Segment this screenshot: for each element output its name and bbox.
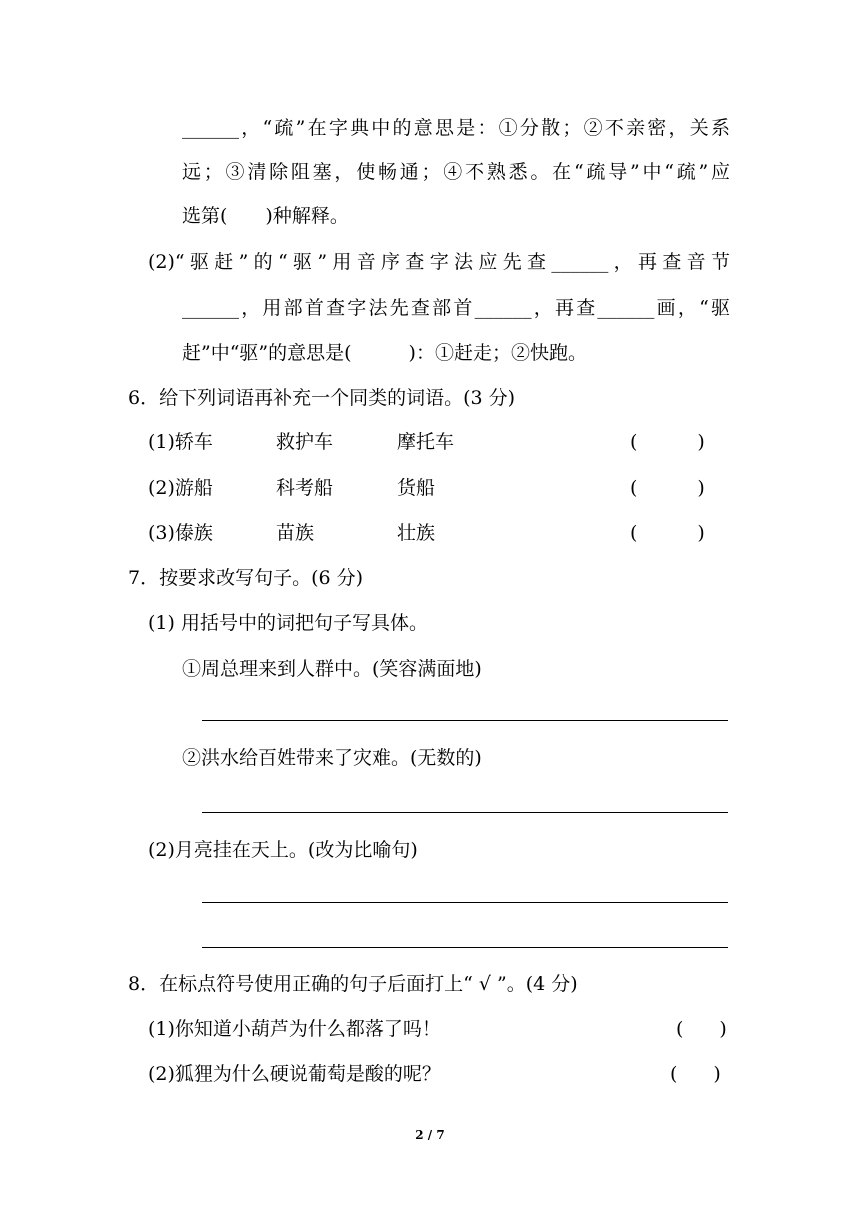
q6-row1-word3: 摩托车 xyxy=(397,431,455,453)
q7-sentence1: ①周总理来到人群中。(笑容满面地) xyxy=(182,658,482,680)
q6-row2-word3: 货船 xyxy=(397,477,436,499)
q6-row1-word2: 救护车 xyxy=(276,431,334,453)
q8-title: 8．在标点符号使用正确的句子后面打上“ √ ”。(4 分) xyxy=(128,973,578,995)
paren-open: ( xyxy=(630,477,638,499)
q5-part1-line1: ______，“疏”在字典中的意思是：①分散；②不亲密，关系 xyxy=(182,117,730,139)
q6-row1-answer-blank[interactable] xyxy=(630,430,705,454)
paren-close: ) xyxy=(713,1063,721,1085)
q8-item2-check-blank[interactable] xyxy=(670,1062,721,1086)
q8-item1-text: (1)你知道小葫芦为什么都落了吗！ xyxy=(148,1018,441,1040)
q7-sub1: (1) 用括号中的词把句子写具体。 xyxy=(148,612,428,634)
q7-title: 7．按要求改写句子。(6 分) xyxy=(128,567,364,589)
q5-part1-line2: 远；③清除阻塞，使畅通；④不熟悉。在“疏导”中“疏”应 xyxy=(182,161,730,183)
paren-open: ( xyxy=(670,1063,678,1085)
q6-row2-answer-blank[interactable] xyxy=(630,476,705,500)
paren-close: ) xyxy=(697,431,705,453)
paren-open: ( xyxy=(630,431,638,453)
q6-row3-word2: 苗族 xyxy=(276,522,315,544)
q6-row3-word3: 壮族 xyxy=(397,522,436,544)
page-number: 2 / 7 xyxy=(415,1128,445,1142)
q6-title: 6．给下列词语再补充一个同类的词语。(3 分) xyxy=(128,387,516,409)
paren-close: ) xyxy=(697,522,705,544)
q5-part2-line1: (2)“驱赶”的“驱”用音序查字法应先查______，再查音节 xyxy=(148,251,730,273)
answer-line-3[interactable] xyxy=(202,902,728,903)
q7-sub2: (2)月亮挂在天上。(改为比喻句) xyxy=(148,839,418,861)
answer-line-1[interactable] xyxy=(202,720,728,721)
q5-part2-line2: ______，用部首查字法先查部首______，再查______画，“驱 xyxy=(182,297,730,319)
q6-row3-answer-blank[interactable] xyxy=(630,521,705,545)
answer-line-2[interactable] xyxy=(202,812,728,813)
q6-row3-word1: (3)傣族 xyxy=(148,522,213,544)
q5-part1-line3: 选第( )种解释。 xyxy=(182,205,349,227)
q5-part2-line3: 赶”中“驱”的意思是( )：①赶走；②快跑。 xyxy=(182,342,587,364)
q8-item1-check-blank[interactable] xyxy=(676,1017,727,1041)
paren-open: ( xyxy=(630,522,638,544)
q6-row2-word1: (2)游船 xyxy=(148,477,213,499)
q6-row2-word2: 科考船 xyxy=(276,477,334,499)
q8-item2-text: (2)狐狸为什么硬说葡萄是酸的呢？ xyxy=(148,1063,441,1085)
paren-open: ( xyxy=(676,1018,684,1040)
paren-close: ) xyxy=(697,477,705,499)
q6-row1-word1: (1)轿车 xyxy=(148,431,213,453)
answer-line-4[interactable] xyxy=(202,947,728,948)
paren-close: ) xyxy=(719,1018,727,1040)
q7-sentence2: ②洪水给百姓带来了灾难。(无数的) xyxy=(182,747,482,769)
